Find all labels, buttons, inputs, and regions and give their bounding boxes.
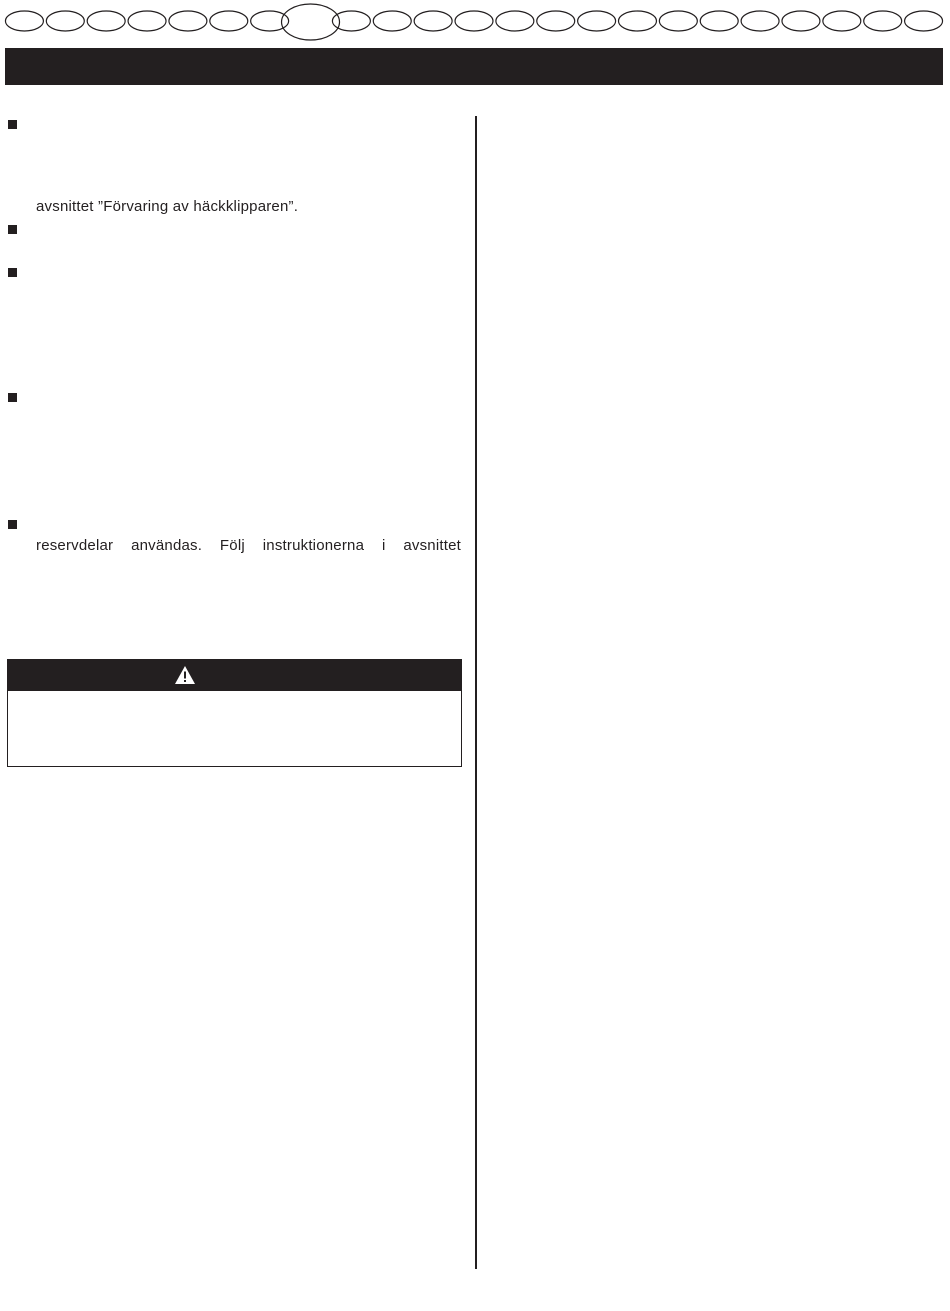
bullet-text: reservdelar användas. Följ instruktionerna i avsnittet xyxy=(36,537,461,554)
bullet-marker xyxy=(8,120,17,129)
language-tab xyxy=(169,11,207,31)
warning-header xyxy=(8,660,461,691)
language-tab xyxy=(741,11,779,31)
bullet-text: avsnittet ”Förvaring av häckklipparen”. xyxy=(36,198,299,215)
language-tab xyxy=(87,11,125,31)
language-tab xyxy=(659,11,697,31)
language-tab xyxy=(782,11,820,31)
section-header-bar xyxy=(5,48,943,85)
language-tabs xyxy=(0,0,950,44)
language-tab xyxy=(210,11,248,31)
language-tab xyxy=(455,11,493,31)
bullet-marker xyxy=(8,393,17,402)
language-tab xyxy=(128,11,166,31)
language-tab xyxy=(5,11,43,31)
language-tab xyxy=(373,11,411,31)
language-tab xyxy=(332,11,370,31)
column-divider xyxy=(475,116,477,1269)
language-tab xyxy=(496,11,534,31)
language-tab xyxy=(823,11,861,31)
language-tab xyxy=(905,11,943,31)
bullet-marker xyxy=(8,268,17,277)
language-tab xyxy=(46,11,84,31)
language-tab xyxy=(537,11,575,31)
warning-triangle-icon xyxy=(174,665,196,685)
bullet-marker xyxy=(8,520,17,529)
language-tab xyxy=(618,11,656,31)
language-tab-active xyxy=(282,4,340,40)
language-tab xyxy=(864,11,902,31)
language-tab xyxy=(578,11,616,31)
bullet-marker xyxy=(8,225,17,234)
warning-box xyxy=(7,659,462,767)
language-tab xyxy=(414,11,452,31)
language-tab xyxy=(700,11,738,31)
